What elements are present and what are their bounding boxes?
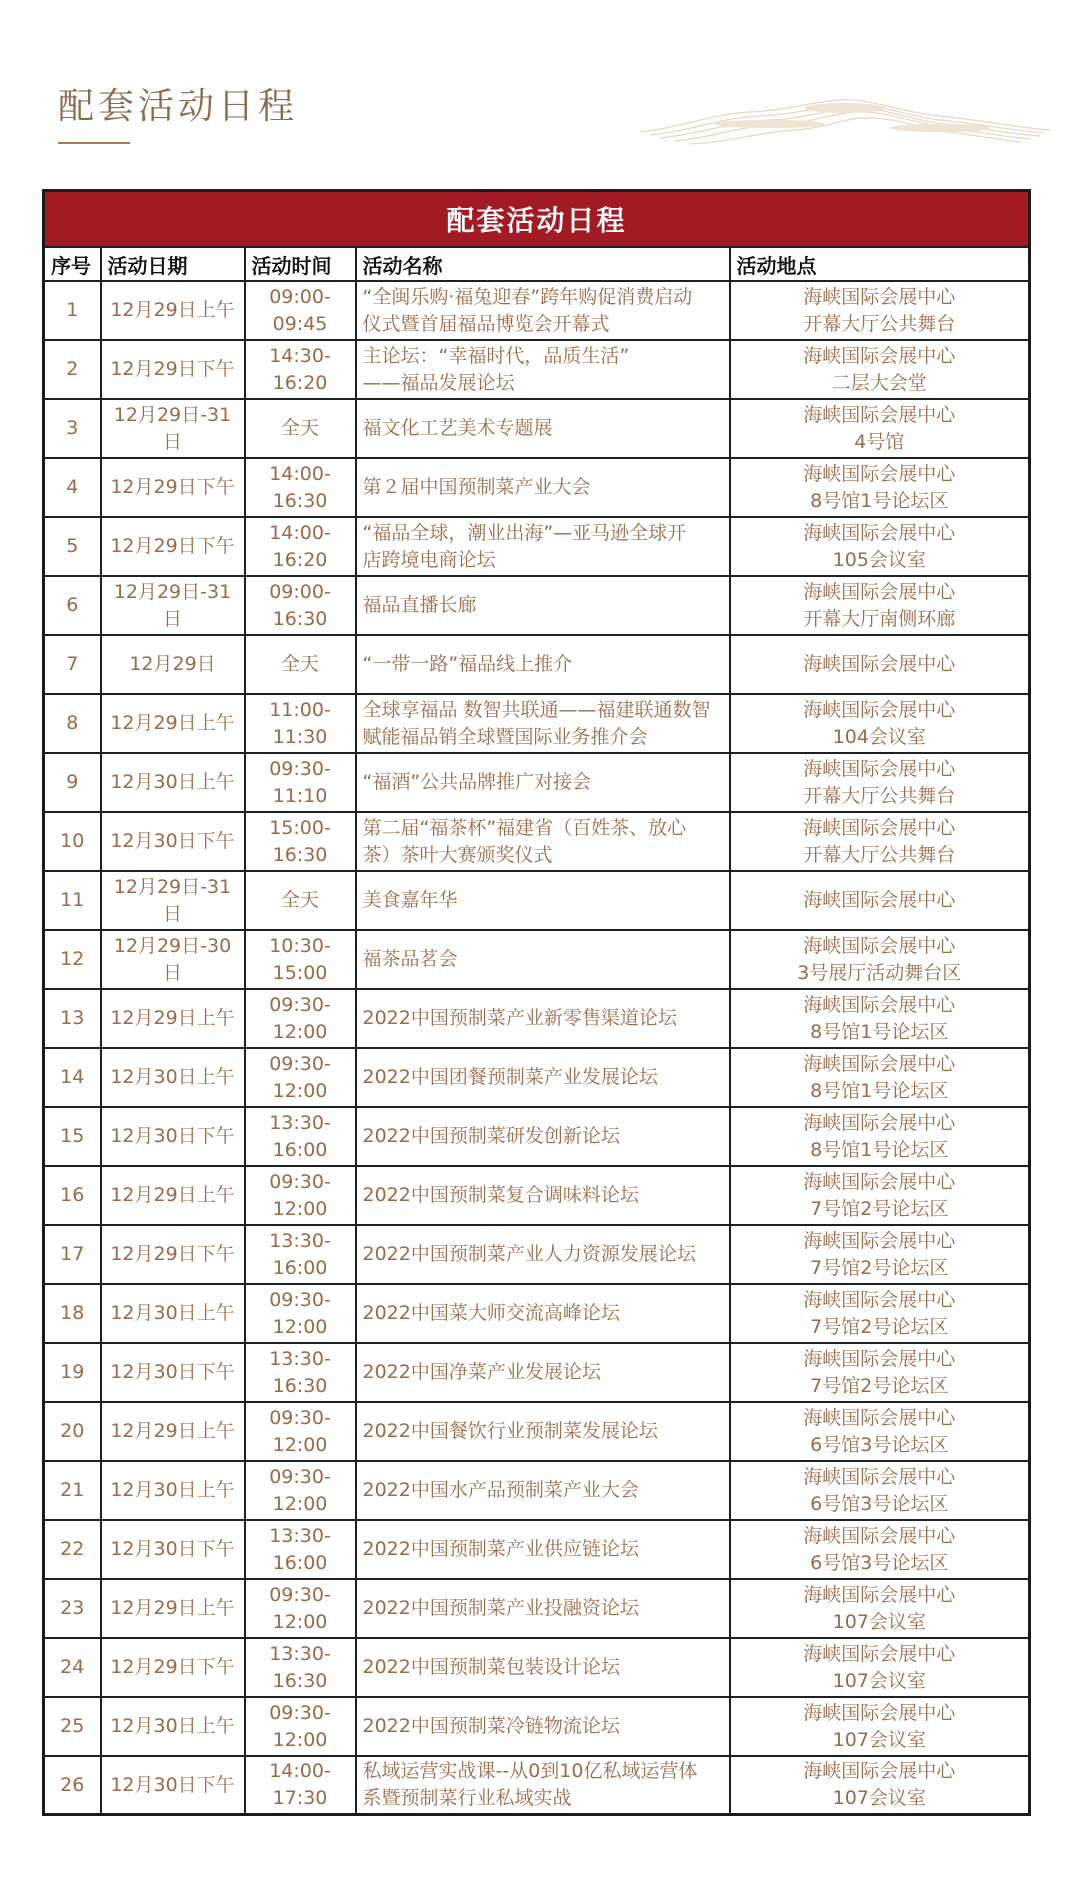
table-row xyxy=(44,1048,1030,1107)
activity-date: 12月29日下午 xyxy=(101,340,245,399)
table-banner: 配套活动日程 xyxy=(44,191,1030,248)
activity-name: 主论坛：“幸福时代，品质生活” ——福品发展论坛 xyxy=(356,340,730,399)
activity-venue: 海峡国际会展中心 8号馆1号论坛区 xyxy=(730,989,1030,1048)
activity-venue: 海峡国际会展中心 107会议室 xyxy=(730,1579,1030,1638)
table-row xyxy=(44,1166,1030,1225)
row-number: 3 xyxy=(44,399,101,458)
table-row xyxy=(44,871,1030,930)
activity-date: 12月30日上午 xyxy=(101,753,245,812)
activity-name: 福品直播长廊 xyxy=(356,576,730,635)
row-number: 13 xyxy=(44,989,101,1048)
activity-date: 12月30日下午 xyxy=(101,1520,245,1579)
table-header-row xyxy=(44,247,1030,281)
row-number: 21 xyxy=(44,1461,101,1520)
activity-date: 12月29日上午 xyxy=(101,694,245,753)
activity-name: 第二届“福茶杯”福建省（百姓茶、放心 茶）茶叶大赛颁奖仪式 xyxy=(356,812,730,871)
activity-name: “福品全球，潮业出海”—亚马逊全球开 店跨境电商论坛 xyxy=(356,517,730,576)
activity-date: 12月30日上午 xyxy=(101,1461,245,1520)
activity-time: 09:30- 12:00 xyxy=(245,1048,356,1107)
activity-name: 2022中国团餐预制菜产业发展论坛 xyxy=(356,1048,730,1107)
activity-time: 13:30- 16:00 xyxy=(245,1225,356,1284)
activity-name: 私域运营实战课--从0到10亿私域运营体 系暨预制菜行业私域实战 xyxy=(356,1756,730,1815)
activity-date: 12月29日-31 日 xyxy=(101,871,245,930)
table-row xyxy=(44,1343,1030,1402)
row-number: 22 xyxy=(44,1520,101,1579)
row-number: 8 xyxy=(44,694,101,753)
row-number: 17 xyxy=(44,1225,101,1284)
activity-time: 13:30- 16:00 xyxy=(245,1107,356,1166)
table-row xyxy=(44,1638,1030,1697)
activity-venue: 海峡国际会展中心 6号馆3号论坛区 xyxy=(730,1520,1030,1579)
activity-date: 12月30日下午 xyxy=(101,1756,245,1815)
activity-venue: 海峡国际会展中心 6号馆3号论坛区 xyxy=(730,1461,1030,1520)
table-row xyxy=(44,694,1030,753)
row-number: 19 xyxy=(44,1343,101,1402)
activity-time: 全天 xyxy=(245,399,356,458)
table-row xyxy=(44,1225,1030,1284)
row-number: 14 xyxy=(44,1048,101,1107)
table-row xyxy=(44,458,1030,517)
activity-name: 2022中国预制菜产业供应链论坛 xyxy=(356,1520,730,1579)
table-row xyxy=(44,635,1030,694)
table-row xyxy=(44,1697,1030,1756)
activity-date: 12月29日上午 xyxy=(101,281,245,340)
activity-name: “全闽乐购·福兔迎春”跨年购促消费启动 仪式暨首届福品博览会开幕式 xyxy=(356,281,730,340)
activity-time: 15:00- 16:30 xyxy=(245,812,356,871)
activity-name: 2022中国菜大师交流高峰论坛 xyxy=(356,1284,730,1343)
row-number: 9 xyxy=(44,753,101,812)
activity-time: 13:30- 16:30 xyxy=(245,1343,356,1402)
activity-name: 2022中国预制菜冷链物流论坛 xyxy=(356,1697,730,1756)
activity-time: 13:30- 16:30 xyxy=(245,1638,356,1697)
activity-time: 全天 xyxy=(245,871,356,930)
activity-date: 12月29日-31 日 xyxy=(101,399,245,458)
activity-name: 2022中国预制菜产业新零售渠道论坛 xyxy=(356,989,730,1048)
row-number: 24 xyxy=(44,1638,101,1697)
activity-name: 福茶品茗会 xyxy=(356,930,730,989)
activity-name: 2022中国水产品预制菜产业大会 xyxy=(356,1461,730,1520)
activity-date: 12月30日下午 xyxy=(101,812,245,871)
activity-name: 2022中国餐饮行业预制菜发展论坛 xyxy=(356,1402,730,1461)
activity-time: 13:30- 16:00 xyxy=(245,1520,356,1579)
column-header-venue: 活动地点 xyxy=(730,247,1030,281)
table-row xyxy=(44,930,1030,989)
row-number: 2 xyxy=(44,340,101,399)
activity-name: “一带一路”福品线上推介 xyxy=(356,635,730,694)
activity-date: 12月29日上午 xyxy=(101,1579,245,1638)
activity-venue: 海峡国际会展中心 7号馆2号论坛区 xyxy=(730,1343,1030,1402)
activity-date: 12月30日上午 xyxy=(101,1697,245,1756)
activity-time: 09:00- 09:45 xyxy=(245,281,356,340)
row-number: 16 xyxy=(44,1166,101,1225)
row-number: 7 xyxy=(44,635,101,694)
activity-venue: 海峡国际会展中心 7号馆2号论坛区 xyxy=(730,1225,1030,1284)
activity-time: 14:30- 16:20 xyxy=(245,340,356,399)
activity-venue: 海峡国际会展中心 开幕大厅公共舞台 xyxy=(730,812,1030,871)
activity-name: 2022中国净菜产业发展论坛 xyxy=(356,1343,730,1402)
activity-time: 09:30- 12:00 xyxy=(245,1166,356,1225)
activity-time: 09:30- 12:00 xyxy=(245,1697,356,1756)
activity-date: 12月29日下午 xyxy=(101,1225,245,1284)
activity-date: 12月30日上午 xyxy=(101,1284,245,1343)
activity-venue: 海峡国际会展中心 104会议室 xyxy=(730,694,1030,753)
row-number: 23 xyxy=(44,1579,101,1638)
row-number: 10 xyxy=(44,812,101,871)
table-row xyxy=(44,1520,1030,1579)
activity-name: 2022中国预制菜包装设计论坛 xyxy=(356,1638,730,1697)
row-number: 25 xyxy=(44,1697,101,1756)
activity-venue: 海峡国际会展中心 8号馆1号论坛区 xyxy=(730,458,1030,517)
table-row xyxy=(44,399,1030,458)
activity-venue: 海峡国际会展中心 107会议室 xyxy=(730,1638,1030,1697)
activity-venue: 海峡国际会展中心 开幕大厅公共舞台 xyxy=(730,281,1030,340)
activity-venue: 海峡国际会展中心 二层大会堂 xyxy=(730,340,1030,399)
row-number: 26 xyxy=(44,1756,101,1815)
activity-venue: 海峡国际会展中心 105会议室 xyxy=(730,517,1030,576)
activity-venue: 海峡国际会展中心 7号馆2号论坛区 xyxy=(730,1166,1030,1225)
row-number: 18 xyxy=(44,1284,101,1343)
activity-date: 12月29日上午 xyxy=(101,1166,245,1225)
activity-date: 12月29日-30 日 xyxy=(101,930,245,989)
schedule-table xyxy=(42,189,1031,1816)
activity-venue: 海峡国际会展中心 8号馆1号论坛区 xyxy=(730,1107,1030,1166)
table-row xyxy=(44,281,1030,340)
mountain-wave-decor-icon xyxy=(620,88,1060,158)
activity-time: 09:30- 12:00 xyxy=(245,1402,356,1461)
activity-venue: 海峡国际会展中心 8号馆1号论坛区 xyxy=(730,1048,1030,1107)
row-number: 20 xyxy=(44,1402,101,1461)
activity-time: 14:00- 16:20 xyxy=(245,517,356,576)
table-row xyxy=(44,1756,1030,1815)
row-number: 1 xyxy=(44,281,101,340)
column-header-time: 活动时间 xyxy=(245,247,356,281)
activity-name: “福酒”公共品牌推广对接会 xyxy=(356,753,730,812)
row-number: 12 xyxy=(44,930,101,989)
activity-venue: 海峡国际会展中心 107会议室 xyxy=(730,1756,1030,1815)
activity-venue: 海峡国际会展中心 xyxy=(730,635,1030,694)
activity-venue: 海峡国际会展中心 6号馆3号论坛区 xyxy=(730,1402,1030,1461)
activity-venue: 海峡国际会展中心 开幕大厅公共舞台 xyxy=(730,753,1030,812)
section-title: 配套活动日程 xyxy=(58,86,299,127)
activity-time: 09:30- 12:00 xyxy=(245,1461,356,1520)
table-row xyxy=(44,576,1030,635)
activity-date: 12月29日上午 xyxy=(101,1402,245,1461)
activity-time: 10:30- 15:00 xyxy=(245,930,356,989)
row-number: 5 xyxy=(44,517,101,576)
activity-venue: 海峡国际会展中心 开幕大厅南侧环廊 xyxy=(730,576,1030,635)
table-row xyxy=(44,340,1030,399)
activity-date: 12月29日 xyxy=(101,635,245,694)
activity-date: 12月29日下午 xyxy=(101,458,245,517)
activity-venue: 海峡国际会展中心 107会议室 xyxy=(730,1697,1030,1756)
table-row xyxy=(44,1107,1030,1166)
activity-time: 14:00- 16:30 xyxy=(245,458,356,517)
activity-name: 2022中国预制菜复合调味料论坛 xyxy=(356,1166,730,1225)
activity-name: 2022中国预制菜产业投融资论坛 xyxy=(356,1579,730,1638)
activity-date: 12月29日上午 xyxy=(101,989,245,1048)
activity-date: 12月30日下午 xyxy=(101,1343,245,1402)
activity-time: 11:00- 11:30 xyxy=(245,694,356,753)
activity-venue: 海峡国际会展中心 3号展厅活动舞台区 xyxy=(730,930,1030,989)
activity-name: 2022中国预制菜研发创新论坛 xyxy=(356,1107,730,1166)
activity-date: 12月30日下午 xyxy=(101,1107,245,1166)
row-number: 11 xyxy=(44,871,101,930)
activity-venue: 海峡国际会展中心 4号馆 xyxy=(730,399,1030,458)
activity-name: 福文化工艺美术专题展 xyxy=(356,399,730,458)
activity-date: 12月29日-31 日 xyxy=(101,576,245,635)
activity-time: 09:00- 16:30 xyxy=(245,576,356,635)
column-header-date: 活动日期 xyxy=(101,247,245,281)
activity-name: 第２届中国预制菜产业大会 xyxy=(356,458,730,517)
activity-time: 09:30- 12:00 xyxy=(245,1284,356,1343)
table-row xyxy=(44,1402,1030,1461)
activity-time: 09:30- 11:10 xyxy=(245,753,356,812)
row-number: 4 xyxy=(44,458,101,517)
table-row xyxy=(44,1461,1030,1520)
table-row xyxy=(44,812,1030,871)
activity-date: 12月30日上午 xyxy=(101,1048,245,1107)
activity-date: 12月29日下午 xyxy=(101,1638,245,1697)
table-row xyxy=(44,1579,1030,1638)
page-header xyxy=(0,0,1080,170)
activity-time: 全天 xyxy=(245,635,356,694)
row-number: 6 xyxy=(44,576,101,635)
table-row xyxy=(44,753,1030,812)
activity-time: 14:00- 17:30 xyxy=(245,1756,356,1815)
table-row xyxy=(44,1284,1030,1343)
activity-venue: 海峡国际会展中心 xyxy=(730,871,1030,930)
table-row xyxy=(44,989,1030,1048)
row-number: 15 xyxy=(44,1107,101,1166)
activity-name: 2022中国预制菜产业人力资源发展论坛 xyxy=(356,1225,730,1284)
column-header-num: 序号 xyxy=(44,247,101,281)
title-underline xyxy=(58,142,130,144)
column-header-name: 活动名称 xyxy=(356,247,730,281)
activity-date: 12月29日下午 xyxy=(101,517,245,576)
activity-name: 美食嘉年华 xyxy=(356,871,730,930)
activity-name: 全球享福品 数智共联通——福建联通数智 赋能福品销全球暨国际业务推介会 xyxy=(356,694,730,753)
activity-time: 09:30- 12:00 xyxy=(245,989,356,1048)
activity-time: 09:30- 12:00 xyxy=(245,1579,356,1638)
table-row xyxy=(44,517,1030,576)
activity-venue: 海峡国际会展中心 7号馆2号论坛区 xyxy=(730,1284,1030,1343)
